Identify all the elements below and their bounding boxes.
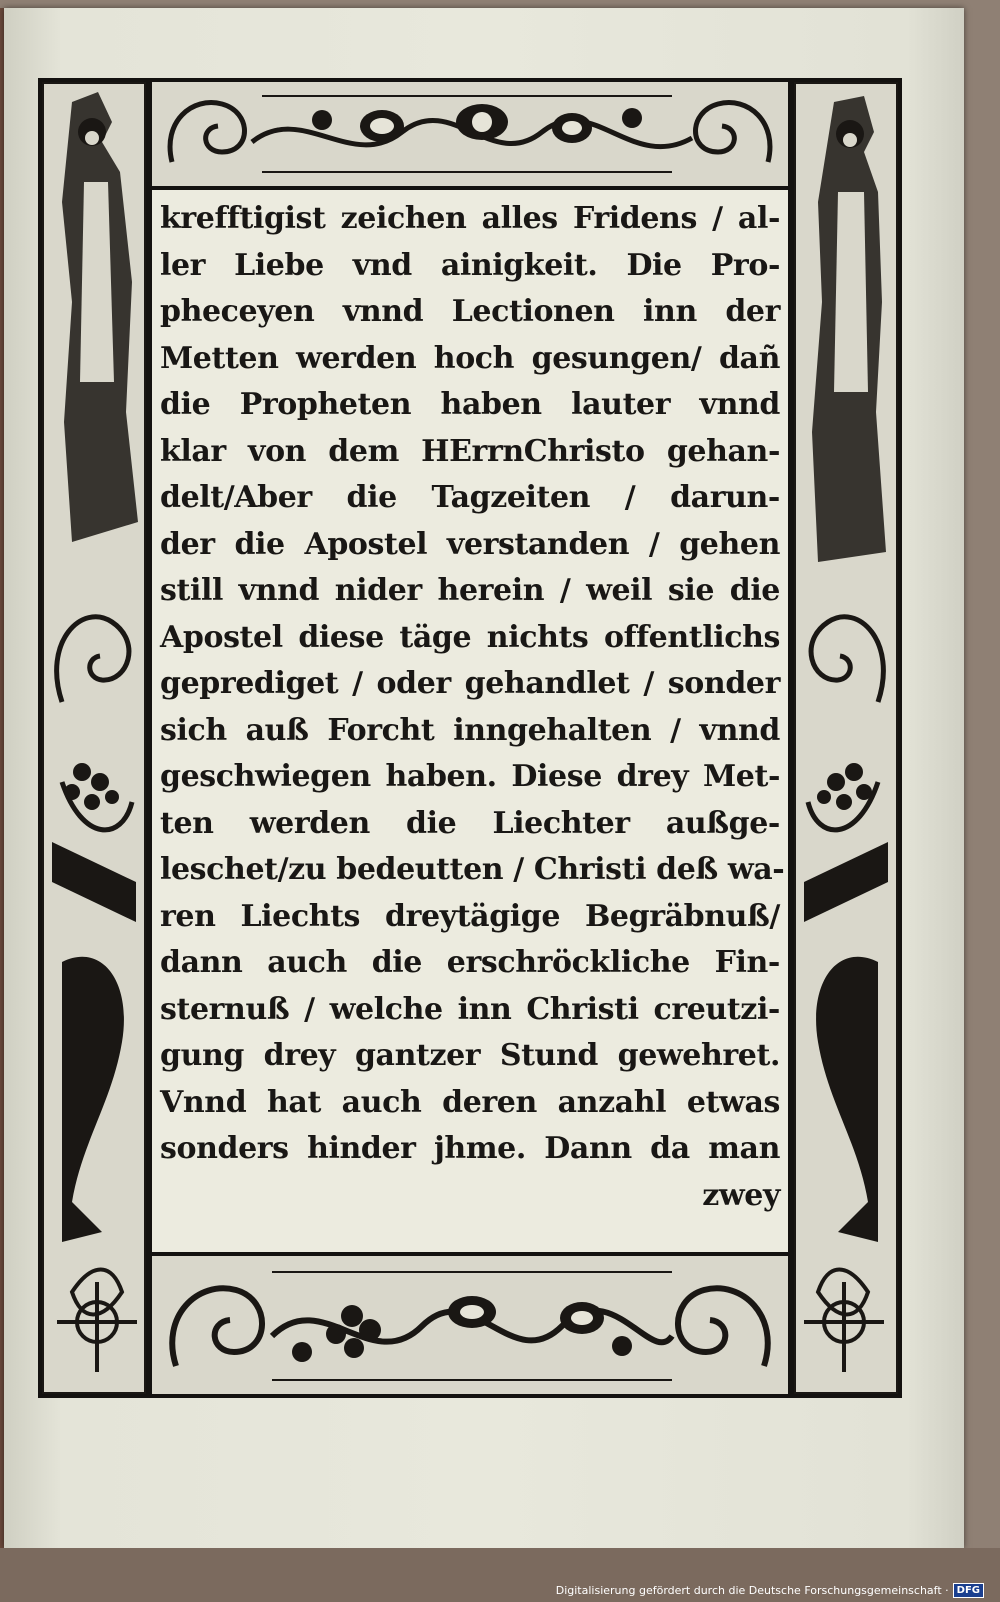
woodcut-border-top <box>152 82 788 186</box>
text-line: geprediget / oder gehandlet / sonder <box>160 666 780 701</box>
text-line: still vnnd nider herein / weil sie die <box>160 573 780 608</box>
woodcut-border-right <box>794 82 898 1394</box>
dfg-logo: DFG <box>953 1583 984 1598</box>
text-line: leschet/zu bedeutten / Christi deß wa- <box>160 852 785 887</box>
text-line: ler Liebe vnd ainigkeit. Die Pro- <box>160 247 780 283</box>
digitization-credit <box>556 1582 984 1598</box>
text-line: pheceyen vnnd Lectionen inn der <box>160 294 780 329</box>
text-line: klar von dem HErrnChristo gehan- <box>160 433 780 469</box>
text-line: delt/Aber die Tagzeiten / darun- <box>160 480 780 515</box>
blackletter-body-text <box>160 196 785 1219</box>
text-line: Apostel diese täge nichts offentlichs <box>160 619 780 655</box>
text-line: dann auch die erschröckliche Fin- <box>160 945 780 980</box>
text-line: geschwiegen haben. Diese drey Met- <box>160 759 780 794</box>
text-line: die Propheten haben lauter vnnd <box>160 387 780 422</box>
text-line: gung drey gantzer Stund gewehret. <box>160 1038 780 1073</box>
text-line: Metten werden hoch gesungen/ dañ <box>160 340 780 376</box>
text-line: sternuß / welche inn Christi creutzi- <box>160 991 780 1027</box>
text-line: ren Liechts dreytägige Begräbnuß/ <box>160 898 780 934</box>
credit-text: Digitalisierung gefördert durch die Deutsche Forschungsgemeinschaft · <box>555 1583 949 1597</box>
text-line: Vnnd hat auch deren anzahl etwas <box>160 1084 780 1120</box>
woodcut-border-left <box>42 82 146 1394</box>
woodcut-border-bottom <box>152 1256 788 1394</box>
text-line: krefftigist zeichen alles Fridens / al- <box>160 201 780 236</box>
text-line: sich auß Forcht inngehalten / vnnd <box>160 712 780 748</box>
text-line: ten werden die Liechter außge- <box>160 805 780 841</box>
text-line: der die Apostel verstanden / gehen <box>160 526 780 562</box>
catchword: zwey <box>702 1177 780 1213</box>
text-line: sonders hinder jhme. Dann da man <box>160 1131 780 1166</box>
